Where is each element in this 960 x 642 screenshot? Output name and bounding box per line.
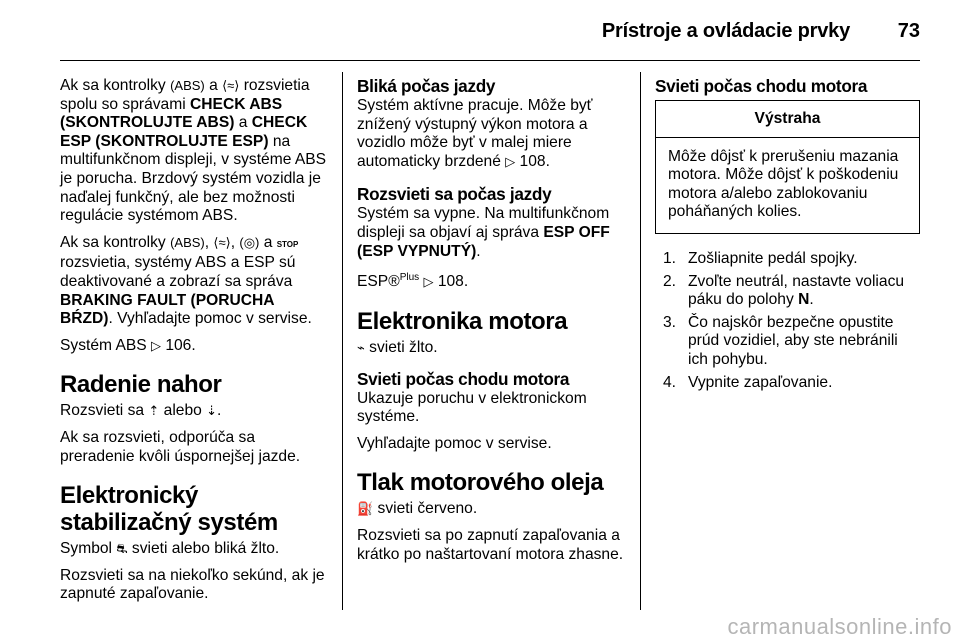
- brake-icon: (◎): [239, 234, 260, 250]
- oil-can-icon: ⛽: [357, 501, 374, 517]
- text: Systém aktívne pracuje. Môže byť znížený výstupný výkon motora a vozidlo môže byť v malej miere automaticky brzdené: [357, 97, 593, 170]
- oil-pressure-paragraph: [357, 500, 632, 519]
- page-ref-icon: ▷: [505, 153, 516, 169]
- text: ESP®: [357, 273, 400, 291]
- step-text: Vypnite zapaľovanie.: [688, 373, 833, 391]
- step-text: Zošliapnite pedál spojky.: [688, 249, 858, 267]
- esp-plus-reference: [357, 269, 632, 292]
- steps-list: [655, 250, 920, 392]
- text: svieti žlto.: [364, 338, 438, 356]
- step-text: Zvoľte neutrál, nastavte voliacu páku do polohy: [688, 272, 905, 309]
- step-number: 3.: [663, 313, 677, 331]
- esp-ignition-paragraph: Rozsvieti sa na niekoľko sekúnd, ak je zapnuté zapaľovanie.: [60, 566, 325, 603]
- text: 108.: [433, 273, 469, 291]
- text: rozsvietia, systémy ABS a ESP sú deaktivované a zobrazí sa správa: [60, 254, 296, 290]
- text: . Vyhľadajte pomoc v servise.: [108, 310, 312, 328]
- page-number: 73: [897, 20, 920, 42]
- column-2: [357, 77, 632, 572]
- heading-esp: Elektronický stabilizačný systém: [60, 482, 278, 537]
- page-ref-icon: ▷: [151, 337, 161, 353]
- column-separator-1: [342, 72, 343, 610]
- gear-position: N: [798, 291, 810, 309]
- text: .: [217, 402, 222, 420]
- engine-electronics-paragraph: [357, 339, 632, 358]
- heading-tlak-oleja: Tlak motorového oleja: [357, 469, 604, 497]
- message-check-esp: CHECK ESP (SKONTROLUJTE ESP): [60, 114, 308, 150]
- warning-body: Môže dôjsť k prerušeniu mazania motora. Môže dôjsť k poškodeniu motora a/alebo zablokovaniu poháňaných kolies.: [668, 147, 899, 221]
- text: ,: [204, 233, 214, 251]
- step-number: 2.: [663, 272, 677, 290]
- esp-symbol-paragraph: [60, 540, 330, 559]
- downshift-icon: ⇣: [206, 403, 218, 419]
- watermark: carmanualsonline.info: [727, 614, 952, 639]
- text: Systém ABS: [60, 336, 151, 354]
- abs-warning-paragraph: [60, 77, 330, 226]
- page-header-title: Prístroje a ovládacie prvky: [601, 20, 850, 42]
- text: Rozsvieti sa: [60, 402, 149, 420]
- list-item: [655, 374, 920, 393]
- column-1: [60, 77, 330, 612]
- header-rule: [60, 60, 920, 61]
- esp-icon: ⟨≈⟩: [213, 234, 231, 250]
- esp-off-paragraph: [357, 205, 632, 261]
- step-text: Čo najskôr bezpečne opustite prúd vozidiel, aby ste nebránili ich pohybu.: [688, 313, 898, 368]
- superscript: Plus: [399, 272, 420, 284]
- esp-skid-icon: ⛐: [116, 541, 128, 557]
- column-3: [655, 77, 920, 396]
- heading-blika-pocas-jazdy: Bliká počas jazdy: [357, 76, 496, 96]
- text: svieti červeno.: [373, 500, 478, 518]
- message-esp-off: ESP OFF (ESP VYPNUTÝ): [357, 223, 610, 260]
- text: .: [809, 291, 814, 309]
- list-item: [655, 314, 920, 370]
- braking-fault-paragraph: [60, 234, 330, 329]
- text: 106.: [161, 336, 196, 354]
- page-ref-icon: ▷: [423, 274, 434, 290]
- oil-ignition-paragraph: Rozsvieti sa po zapnutí zapaľovania a krátko po naštartovaní motora zhasne.: [357, 526, 624, 563]
- text: a: [259, 233, 277, 251]
- upshift-recommendation: Ak sa rozsvieti, odporúča sa preradenie kvôli úspornejšej jazde.: [60, 428, 301, 465]
- heading-rozsvieti-pocas-jazdy: Rozsvieti sa počas jazdy: [357, 184, 552, 205]
- abs-reference: [60, 337, 330, 356]
- upshift-paragraph: [60, 402, 330, 421]
- text: a: [234, 114, 252, 132]
- text: Ak sa kontrolky: [60, 77, 171, 94]
- upshift-icon: ⇡: [148, 403, 160, 419]
- stop-icon: STOP: [276, 239, 299, 249]
- list-item: [655, 273, 920, 310]
- message-check-abs: CHECK ABS (SKONTROLUJTE ABS): [60, 95, 283, 132]
- step-text-wrap: [688, 273, 920, 310]
- engine-icon: ⌁: [357, 339, 365, 355]
- list-item: [655, 250, 920, 269]
- message-braking-fault: BRAKING FAULT (PORUCHA BŔZD): [60, 291, 274, 328]
- text: na multifunkčnom displeji, v systéme ABS je porucha. Brzdový systém vozidla je naďalej funkčný, ale bez možnosti regulácie systémom ABS.: [60, 132, 327, 225]
- heading-svieti-pocas-chodu-motora: Svieti počas chodu motora: [655, 76, 868, 96]
- warning-box: [655, 100, 920, 234]
- abs-icon: (ABS): [170, 234, 205, 250]
- text: Systém sa vypne. Na multifunkčnom displeji sa objaví aj správa: [357, 205, 610, 241]
- column-separator-2: [640, 72, 641, 610]
- step-number: 4.: [663, 373, 677, 391]
- heading-elektronika-motora: Elektronika motora: [357, 307, 568, 335]
- text: a: [204, 77, 223, 94]
- text: alebo: [159, 402, 207, 420]
- text: ,: [230, 233, 240, 251]
- engine-fault-paragraph: Ukazuje poruchu v elektronickom systéme.: [357, 389, 587, 426]
- heading-svieti-pocas-chodu: Svieti počas chodu motora: [357, 368, 570, 389]
- heading-radenie-nahor: Radenie nahor: [60, 371, 222, 399]
- text: rozsvietia spolu so správami: [60, 77, 310, 113]
- text: 108.: [515, 152, 550, 170]
- text: Ak sa kontrolky: [60, 233, 171, 251]
- abs-icon: (ABS): [170, 78, 205, 93]
- text: Symbol: [60, 540, 117, 558]
- text: .: [476, 242, 481, 260]
- esp-icon: ⟨≈⟩: [222, 78, 240, 93]
- text: svieti alebo bliká žlto.: [127, 540, 280, 558]
- warning-title: Výstraha: [656, 101, 919, 138]
- step-number: 1.: [663, 249, 677, 267]
- blika-paragraph: [357, 97, 632, 171]
- service-paragraph: Vyhľadajte pomoc v servise.: [357, 434, 552, 452]
